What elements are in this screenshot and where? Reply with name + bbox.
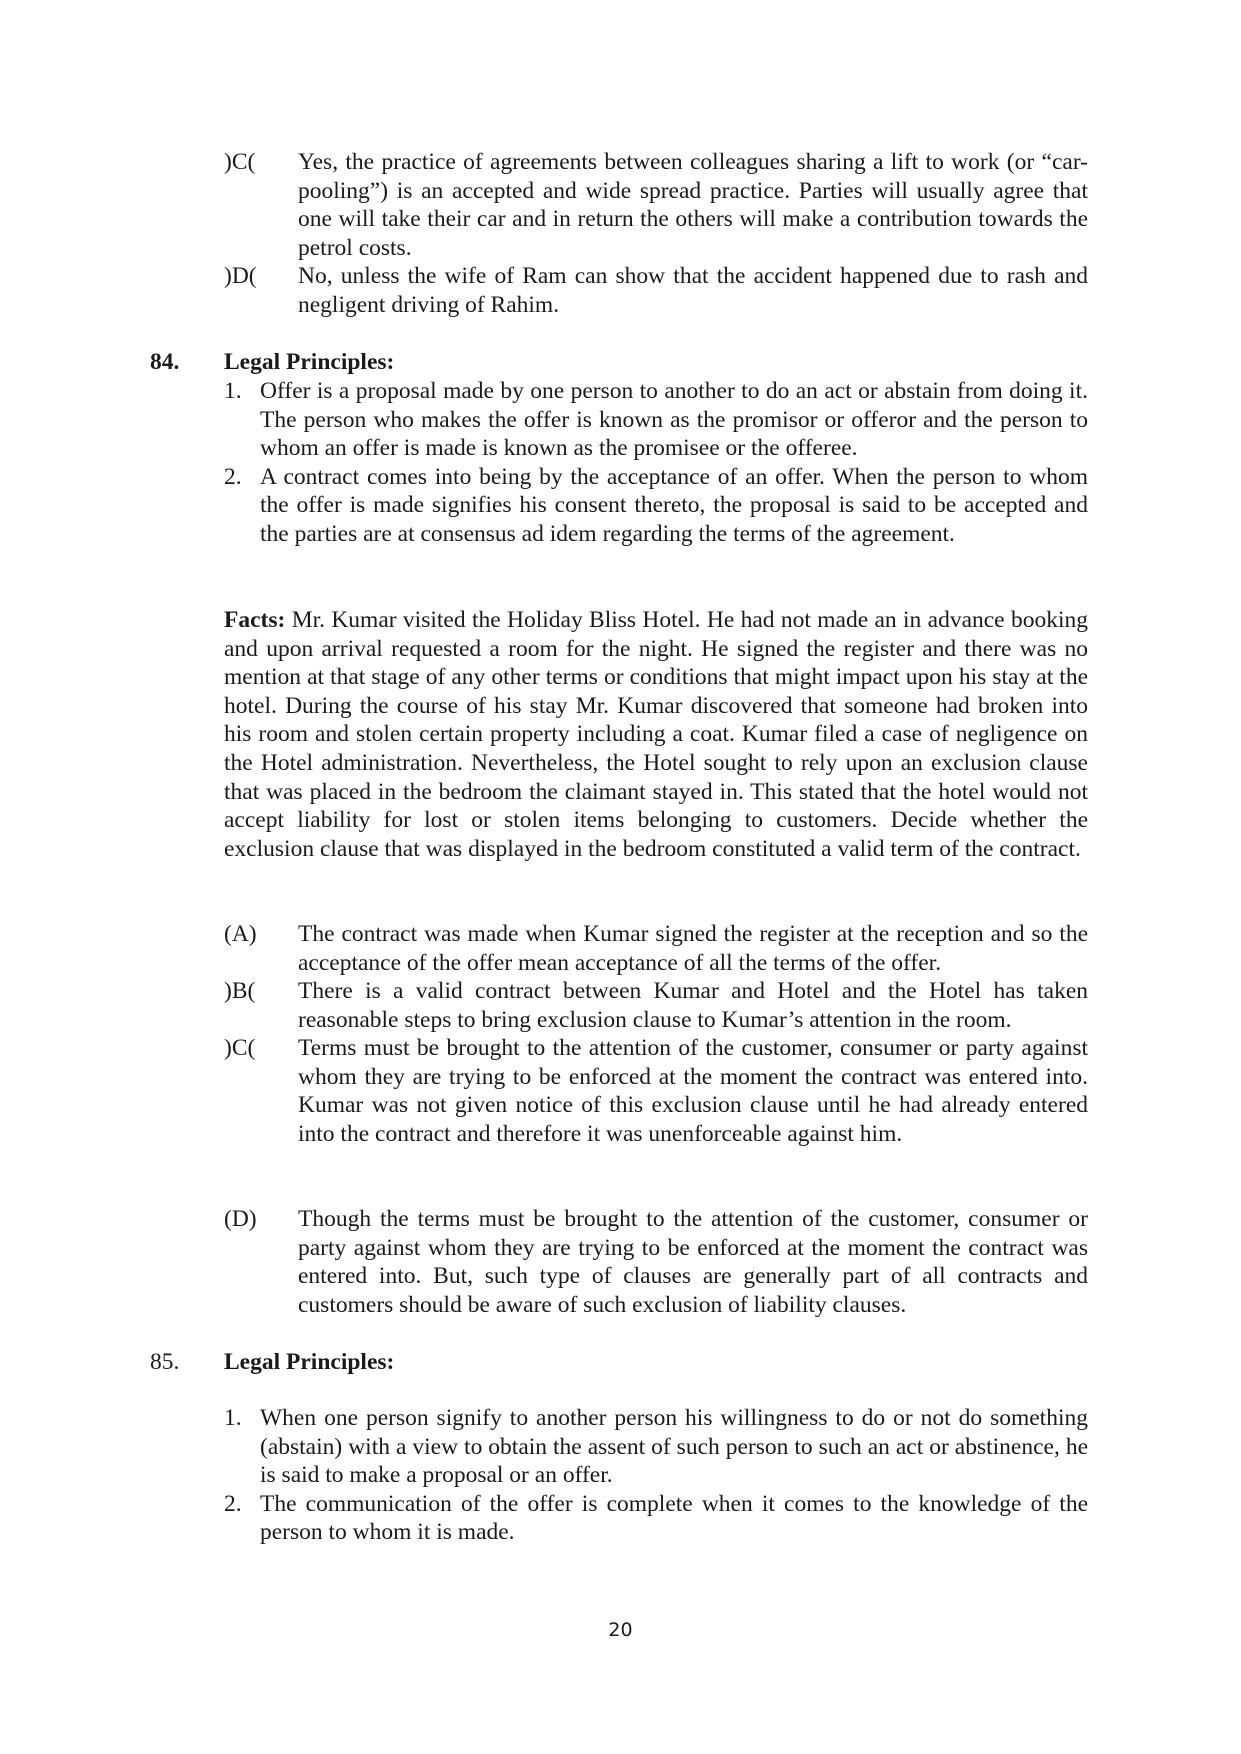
option-text: Though the terms must be brought to the attention of the customer, consumer or party against whom they are trying to be enforced at the moment the contract was entered into. But, such type of clauses are generally part of all contracts and customers should be aware of such exclusion of liability clauses.: [298, 1206, 1088, 1318]
section-heading: Legal Principles:: [224, 1349, 395, 1375]
option-label: )D(: [224, 263, 257, 289]
list-number: 2.: [224, 463, 242, 490]
option-c-previous: [224, 148, 1088, 262]
q84-principles-list: [224, 377, 1088, 549]
option-text: No, unless the wife of Ram can show that the accident happened due to rash and negligent driving of Rahim.: [298, 263, 1088, 318]
list-item: [224, 1490, 1088, 1547]
list-item: [224, 463, 1088, 549]
question-85-heading: [150, 1348, 1090, 1377]
option-label: (A): [224, 921, 257, 947]
option-d-previous: [224, 262, 1088, 319]
list-item: [224, 377, 1088, 463]
list-text: When one person signify to another person his willingness to do or not do something (abstain) with a view to obtain the assent of such person to such an act or abstinence, he is said to make a proposal or an offer.: [260, 1405, 1088, 1489]
q84-option-b: [224, 977, 1088, 1034]
facts-text: Mr. Kumar visited the Holiday Bliss Hotel. He had not made an in advance booking and upon arrival requested a room for the night. He signed the register and there was no mention at that stage of any other terms or conditions that might impact upon his stay at the hotel. During the course of his stay Mr. Kumar discovered that someone had broken into his room and stolen certain property including a coat. Kumar filed a case of negligence on the Hotel administration. Nevertheless, the Hotel sought to rely upon an exclusion clause that was placed in the bedroom the claimant stayed in. This stated that the hotel would not accept liability for lost or stolen items belonging to customers. Decide whether the exclusion clause that was displayed in the bedroom constituted a valid term of the contract.: [224, 607, 1088, 862]
option-label: (D): [224, 1206, 257, 1232]
option-label: )C(: [224, 149, 256, 175]
q84-option-d: [224, 1205, 1088, 1319]
q84-option-c: [224, 1034, 1088, 1148]
list-text: Offer is a proposal made by one person to another to do an act or abstain from doing it. The person who makes the offer is known as the promisor or offeror and the person to whom an offer is made is known as the promisee or the offeree.: [260, 378, 1088, 462]
question-84-heading: [150, 348, 1090, 377]
q84-option-a: [224, 920, 1088, 977]
list-number: 2.: [224, 1490, 242, 1517]
option-text: Terms must be brought to the attention of the customer, consumer or party against whom they are trying to be enforced at the moment the contract was entered into. Kumar was not given notice of this exclusion clause until he had already entered into the contract and therefore it was unenforceable against him.: [298, 1035, 1088, 1147]
question-number: 84.: [150, 349, 180, 375]
list-number: 1.: [224, 378, 242, 404]
option-text: Yes, the practice of agreements between colleagues sharing a lift to work (or “car-pooling”) is an accepted and wide spread practice. Parties will usually agree that one will take their car and in return the others will make a contribution towards the petrol costs.: [298, 149, 1088, 261]
q85-principles-list: [224, 1404, 1088, 1547]
page-number: 20: [608, 1619, 633, 1641]
option-text: The contract was made when Kumar signed the register at the reception and so the acceptance of the offer mean acceptance of all the terms of the offer.: [298, 921, 1088, 976]
list-number: 1.: [224, 1405, 242, 1431]
facts-label: Facts:: [224, 607, 286, 633]
option-label: )B(: [224, 978, 256, 1004]
list-text: The communication of the offer is complete when it comes to the knowledge of the person to whom it is made.: [260, 1490, 1088, 1546]
question-number: 85.: [150, 1349, 180, 1375]
section-heading: Legal Principles:: [224, 349, 395, 375]
option-label: )C(: [224, 1035, 256, 1061]
option-text: There is a valid contract between Kumar and Hotel and the Hotel has taken reasonable steps to bring exclusion clause to Kumar’s attention in the room.: [298, 978, 1088, 1033]
list-text: A contract comes into being by the acceptance of an offer. When the person to whom the offer is made signifies his consent thereto, the proposal is said to be accepted and the parties are at consensus ad idem regarding the terms of the agreement.: [260, 463, 1088, 547]
list-item: [224, 1404, 1088, 1490]
q84-facts-paragraph: [224, 606, 1088, 863]
